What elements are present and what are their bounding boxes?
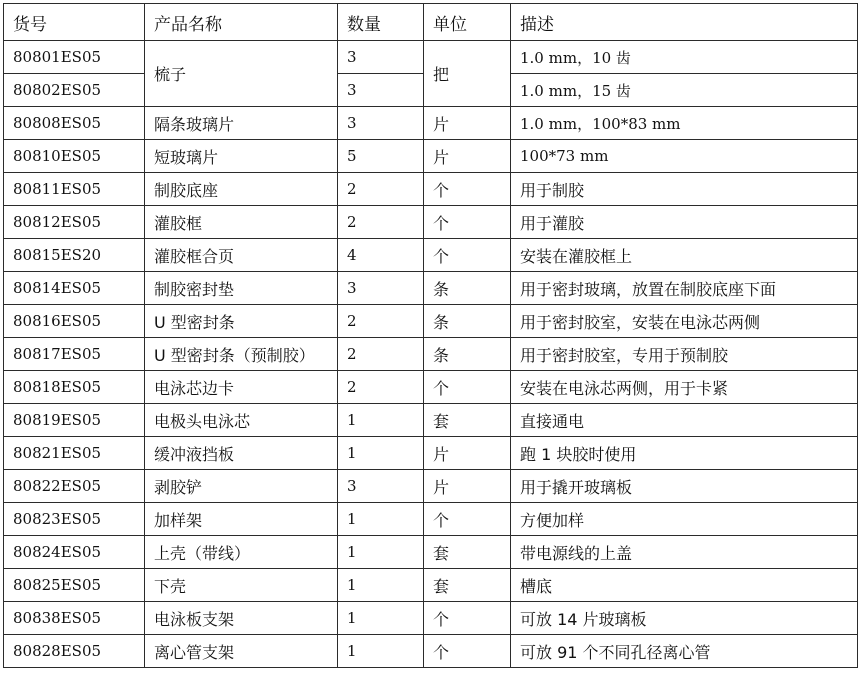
table-row (4, 338, 858, 371)
header-row (4, 4, 858, 41)
cell-desc: 用于密封胶室，安装在电泳芯两侧 (511, 305, 858, 338)
cell-code: 80802ES05 (4, 74, 145, 107)
cell-name: 制胶底座 (145, 173, 338, 206)
table-row (4, 305, 858, 338)
table-row (4, 206, 858, 239)
cell-qty: 3 (338, 272, 424, 305)
cell-qty: 3 (338, 107, 424, 140)
cell-desc: 可放 91 个不同孔径离心管 (511, 635, 858, 668)
table-row (4, 437, 858, 470)
cell-name: 剥胶铲 (145, 470, 338, 503)
table-row (4, 503, 858, 536)
cell-name: 缓冲液挡板 (145, 437, 338, 470)
cell-qty: 2 (338, 338, 424, 371)
cell-unit: 把 (424, 41, 511, 107)
cell-desc: 用于密封胶室，专用于预制胶 (511, 338, 858, 371)
cell-qty: 2 (338, 173, 424, 206)
cell-code: 80828ES05 (4, 635, 145, 668)
table-row (4, 41, 858, 74)
cell-qty: 4 (338, 239, 424, 272)
cell-unit: 个 (424, 173, 511, 206)
table-row (4, 602, 858, 635)
cell-desc: 直接通电 (511, 404, 858, 437)
cell-code: 80817ES05 (4, 338, 145, 371)
cell-code: 80811ES05 (4, 173, 145, 206)
cell-unit: 个 (424, 503, 511, 536)
cell-code: 80810ES05 (4, 140, 145, 173)
cell-desc: 方便加样 (511, 503, 858, 536)
cell-name: 离心管支架 (145, 635, 338, 668)
cell-name: 电泳芯边卡 (145, 371, 338, 404)
cell-name: U 型密封条（预制胶） (145, 338, 338, 371)
cell-desc: 用于密封玻璃，放置在制胶底座下面 (511, 272, 858, 305)
cell-unit: 片 (424, 140, 511, 173)
table-row (4, 470, 858, 503)
cell-code: 80838ES05 (4, 602, 145, 635)
header-unit: 单位 (424, 4, 511, 41)
cell-unit: 条 (424, 338, 511, 371)
cell-desc: 安装在灌胶框上 (511, 239, 858, 272)
cell-desc: 可放 14 片玻璃板 (511, 602, 858, 635)
cell-code: 80818ES05 (4, 371, 145, 404)
cell-qty: 1 (338, 635, 424, 668)
table-header (4, 4, 858, 41)
cell-unit: 片 (424, 437, 511, 470)
cell-qty: 3 (338, 41, 424, 74)
cell-desc: 用于制胶 (511, 173, 858, 206)
cell-code: 80824ES05 (4, 536, 145, 569)
cell-qty: 1 (338, 503, 424, 536)
cell-qty: 2 (338, 371, 424, 404)
header-qty: 数量 (338, 4, 424, 41)
cell-code: 80819ES05 (4, 404, 145, 437)
cell-unit: 个 (424, 206, 511, 239)
cell-desc: 用于撬开玻璃板 (511, 470, 858, 503)
cell-desc: 1.0 mm，15 齿 (511, 74, 858, 107)
cell-code: 80808ES05 (4, 107, 145, 140)
cell-code: 80816ES05 (4, 305, 145, 338)
table-row (4, 239, 858, 272)
cell-desc: 安装在电泳芯两侧，用于卡紧 (511, 371, 858, 404)
table-row (4, 140, 858, 173)
cell-code: 80814ES05 (4, 272, 145, 305)
cell-desc: 100*73 mm (511, 140, 858, 173)
cell-qty: 1 (338, 404, 424, 437)
header-code: 货号 (4, 4, 145, 41)
cell-name: 制胶密封垫 (145, 272, 338, 305)
table-row (4, 173, 858, 206)
cell-qty: 1 (338, 569, 424, 602)
cell-qty: 1 (338, 536, 424, 569)
parts-table (3, 3, 858, 668)
cell-name: 灌胶框合页 (145, 239, 338, 272)
cell-code: 80801ES05 (4, 41, 145, 74)
table-row (4, 107, 858, 140)
cell-desc: 带电源线的上盖 (511, 536, 858, 569)
cell-desc: 槽底 (511, 569, 858, 602)
cell-desc: 1.0 mm，10 齿 (511, 41, 858, 74)
header-name: 产品名称 (145, 4, 338, 41)
cell-code: 80825ES05 (4, 569, 145, 602)
cell-code: 80823ES05 (4, 503, 145, 536)
cell-unit: 片 (424, 470, 511, 503)
table-body (4, 41, 858, 668)
cell-name: 下壳 (145, 569, 338, 602)
cell-unit: 片 (424, 107, 511, 140)
cell-qty: 1 (338, 602, 424, 635)
cell-code: 80815ES20 (4, 239, 145, 272)
table-row (4, 569, 858, 602)
cell-unit: 个 (424, 371, 511, 404)
table-row (4, 635, 858, 668)
cell-name: 加样架 (145, 503, 338, 536)
cell-qty: 2 (338, 305, 424, 338)
cell-desc: 1.0 mm，100*83 mm (511, 107, 858, 140)
cell-name: U 型密封条 (145, 305, 338, 338)
cell-name: 上壳（带线） (145, 536, 338, 569)
cell-code: 80812ES05 (4, 206, 145, 239)
cell-desc: 跑 1 块胶时使用 (511, 437, 858, 470)
cell-unit: 套 (424, 569, 511, 602)
header-desc: 描述 (511, 4, 858, 41)
cell-name: 灌胶框 (145, 206, 338, 239)
cell-unit: 个 (424, 635, 511, 668)
cell-name: 电极头电泳芯 (145, 404, 338, 437)
cell-qty: 5 (338, 140, 424, 173)
cell-code: 80822ES05 (4, 470, 145, 503)
cell-qty: 1 (338, 437, 424, 470)
table-row (4, 536, 858, 569)
cell-unit: 条 (424, 272, 511, 305)
cell-unit: 个 (424, 239, 511, 272)
table-row (4, 272, 858, 305)
cell-name: 梳子 (145, 41, 338, 107)
cell-unit: 套 (424, 404, 511, 437)
cell-unit: 条 (424, 305, 511, 338)
cell-unit: 个 (424, 602, 511, 635)
cell-unit: 套 (424, 536, 511, 569)
cell-name: 电泳板支架 (145, 602, 338, 635)
cell-name: 短玻璃片 (145, 140, 338, 173)
cell-qty: 2 (338, 206, 424, 239)
table-row (4, 404, 858, 437)
cell-qty: 3 (338, 470, 424, 503)
cell-code: 80821ES05 (4, 437, 145, 470)
cell-name: 隔条玻璃片 (145, 107, 338, 140)
cell-desc: 用于灌胶 (511, 206, 858, 239)
cell-qty: 3 (338, 74, 424, 107)
table-row (4, 371, 858, 404)
